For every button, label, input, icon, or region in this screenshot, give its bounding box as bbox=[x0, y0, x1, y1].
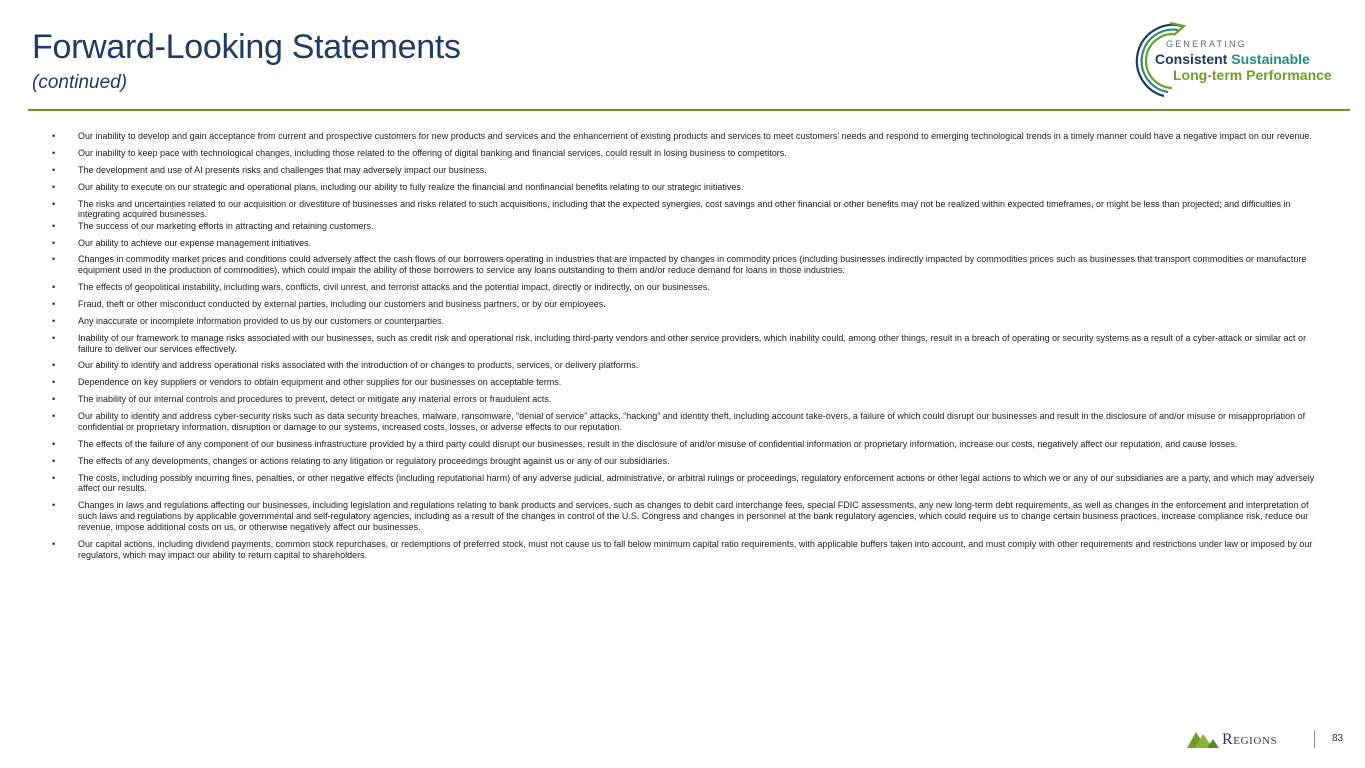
logo-line-1 bbox=[1155, 51, 1310, 67]
list-item: • Our ability to identify and address cyber-security risks such as data security breaches, malware, ransomware, “denial of service” attacks, “hacking” and identity theft, including account take-overs, a failure of which could disrupt our businesses and result in the disclosure of and/or misuse or misappropriation of confidential or proprietary information, disruption or damage to our systems, increased costs, losses, or adverse effects to our reputation. bbox=[52, 411, 1330, 433]
logo-long-term: Long-term Performance bbox=[1173, 67, 1332, 83]
list-item: • Our ability to execute on our strategic and operational plans, including our ability to fully realize the financial and nonfinancial benefits relating to our strategic initiatives. bbox=[52, 182, 1330, 193]
regions-brand-text: Regions bbox=[1222, 731, 1278, 748]
list-item: • The effects of any developments, changes or actions relating to any litigation or regulatory proceedings brought against us or any of our subsidiaries. bbox=[52, 456, 1330, 467]
list-item: • The effects of geopolitical instability, including wars, conflicts, civil unrest, and terrorist attacks and the potential impact, directly or indirectly, on our businesses. bbox=[52, 282, 1330, 293]
list-item: • Our ability to identify and address operational risks associated with the introduction of or changes to products, services, or delivery platforms. bbox=[52, 360, 1330, 371]
logo-consistent: Consistent bbox=[1155, 51, 1228, 67]
logo-generating-text: GENERATING bbox=[1166, 39, 1247, 49]
page-number: 83 bbox=[1332, 733, 1344, 744]
list-item: • The costs, including possibly incurring fines, penalties, or other negative effects (including reputational harm) of any adverse judicial, administrative, or arbitral rulings or proceedings, regulatory enforcement actions or other legal actions to which we or any of our subsidiaries are a party, and which may adversely affect our results. bbox=[52, 473, 1330, 495]
list-item: • Our capital actions, including dividend payments, common stock repurchases, or redemptions of preferred stock, must not cause us to fall below minimum capital ratio requirements, with applicable buffers taken into account, and must comply with other requirements and restrictions under law or imposed by our regulators, which may impact our ability to return capital to shareholders. bbox=[52, 539, 1330, 561]
list-item: • The risks and uncertainties related to our acquisition or divestiture of businesses and risks related to such acquisitions, including that the expected synergies, cost savings and other financial or other benefits may not be realized within expected timeframes, or might be less than projected; and difficulties in integrating acquired businesses. bbox=[52, 199, 1330, 221]
list-item: • The development and use of AI presents risks and challenges that may adversely impact our business. bbox=[52, 165, 1330, 176]
list-item: • The inability of our internal controls and procedures to prevent, detect or mitigate any material errors or fraudulent acts. bbox=[52, 394, 1330, 405]
title-divider bbox=[28, 109, 1350, 111]
list-item: • Inability of our framework to manage risks associated with our businesses, such as credit risk and operational risk, including third-party vendors and other service providers, which inability could, among other things, result in a breach of operating or security systems as a result of a cyber-attack or similar act or failure to deliver our services effectively. bbox=[52, 333, 1330, 355]
page-subtitle: (continued) bbox=[32, 72, 128, 93]
list-item: • Our inability to keep pace with technological changes, including those related to the offering of digital banking and financial services, could result in losing business to competitors. bbox=[52, 148, 1330, 159]
list-item: • Our ability to achieve our expense management initiatives. bbox=[52, 238, 1330, 249]
list-item: • Dependence on key suppliers or vendors to obtain equipment and other supplies for our businesses on acceptable terms. bbox=[52, 377, 1330, 388]
logo-sustainable: Sustainable bbox=[1231, 51, 1310, 67]
list-item: • The success of our marketing efforts in attracting and retaining customers. bbox=[52, 221, 1330, 232]
risk-factor-list bbox=[52, 131, 1330, 566]
list-item: • Our inability to develop and gain acceptance from current and prospective customers for new products and services and the enhancement of existing products and services to meet customers’ needs and respond to emerging technological trends in a timely manner could have a negative impact on our revenue. bbox=[52, 131, 1330, 142]
list-item: • Fraud, theft or other misconduct conducted by external parties, including our customers and business partners, or by our employees. bbox=[52, 299, 1330, 310]
list-item: • Changes in commodity market prices and conditions could adversely affect the cash flows of our borrowers operating in industries that are impacted by changes in commodity prices (including businesses indirectly impacted by commodities prices such as businesses that transport commodities or manufacture equipment used in the production of commodities), which could impair the ability of those borrowers to service any loans outstanding to them and/or reduce demand for loans in those industries. bbox=[52, 254, 1330, 276]
list-item: • Changes in laws and regulations affecting our businesses, including legislation and regulations relating to bank products and services, such as changes to debit card interchange fees, special FDIC assessments, any new long-term debt requirements, as well as changes in the enforcement and interpretation of such laws and regulations by applicable governmental and self-regulatory agencies, including as a result of the changes in control of the U.S. Congress and changes in personnel at the bank regulatory agencies, which could require us to change certain business practices, increase compliance risk, reduce our revenue, impose additional costs on us, or otherwise negatively affect our businesses. bbox=[52, 500, 1330, 532]
page-title: Forward-Looking Statements bbox=[32, 28, 461, 66]
footer-divider bbox=[1314, 730, 1315, 748]
list-item: • The effects of the failure of any component of our business infrastructure provided by a third party could disrupt our businesses, result in the disclosure of and/or misuse of confidential information or proprietary information, increase our costs, negatively affect our reputation, and cause losses. bbox=[52, 439, 1330, 450]
list-item: • Any inaccurate or incomplete information provided to us by our customers or counterparties. bbox=[52, 316, 1330, 327]
